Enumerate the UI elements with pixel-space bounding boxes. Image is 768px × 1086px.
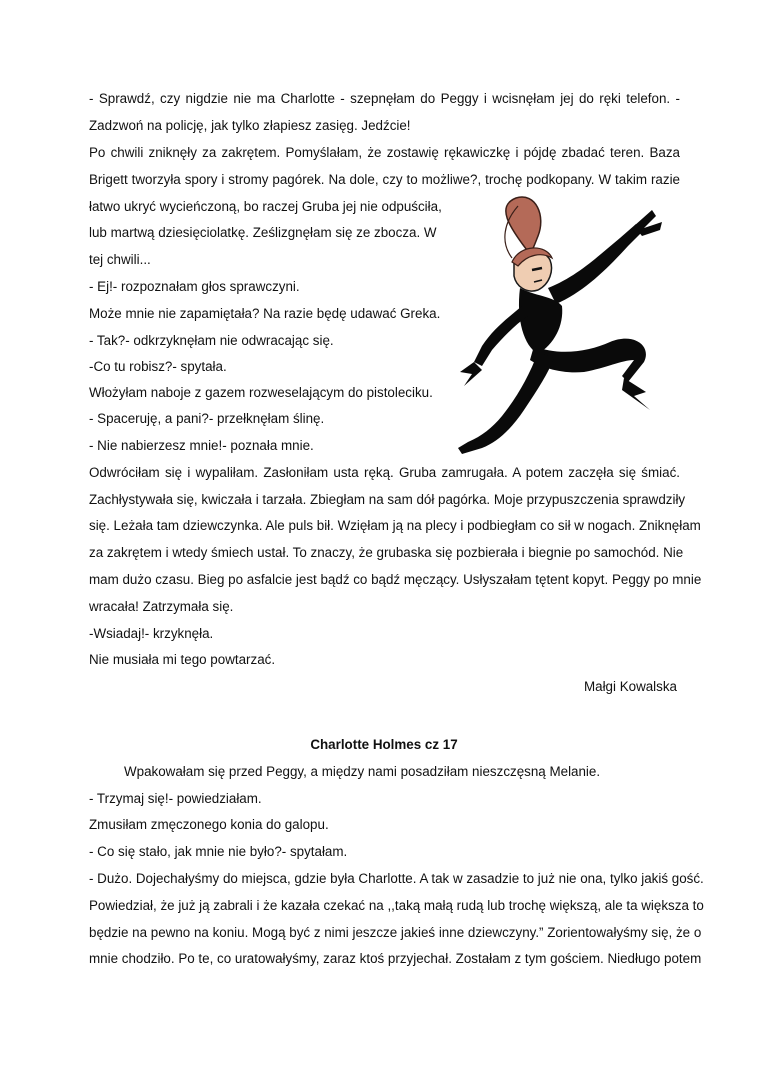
arm-lower — [474, 306, 528, 366]
text-line: -Wsiadaj!- krzyknęła. — [89, 626, 214, 641]
author-signature: Małgi Kowalska — [583, 679, 677, 694]
text-line: Po chwili zniknęły za zakrętem. Pomyślałam, że zostawię rękawiczkę i pójdę zbadać teren. Baza — [89, 145, 680, 160]
text-line: wracała! Zatrzymała się. — [89, 599, 234, 614]
text-line: - Tak?- odkrzyknęłam nie odwracając się. — [89, 333, 334, 348]
text-line: Włożyłam naboje z gazem rozweselającym do pistoleciku. — [89, 385, 433, 400]
text-line: - Trzymaj się!- powiedziałam. — [89, 791, 262, 806]
chapter-heading: Charlotte Holmes cz 17 — [310, 737, 458, 752]
text-line: - Dużo. Dojechałyśmy do miejsca, gdzie była Charlotte. A tak w zasadzie to już nie ona, tylko jakiś gość. — [89, 871, 704, 886]
text-line: Wpakowałam się przed Peggy, a między nami posadziłam nieszczęsną Melanie. — [124, 764, 601, 779]
text-line: - Nie nabierzesz mnie!- poznała mnie. — [89, 438, 314, 453]
text-line: się. Leżała tam dziewczynka. Ale puls bił. Wzięłam ją na plecy i podbiegłam co sił w nogach. Zniknęłam — [89, 518, 701, 533]
text-line: Może mnie nie zapamiętała? Na razie będę udawać Greka. — [89, 306, 441, 321]
text-line: mam dużo czasu. Bieg po asfalcie jest bądź co bądź męczący. Usłyszałam tętent kopyt. Peggy po mnie — [89, 572, 702, 587]
text-line: będzie na pewno na koniu. Mogą być z nimi jeszcze jakieś inne dziewczyny.” Zorientowałyśmy się, że o — [89, 925, 702, 940]
text-line: Brigett tworzyła spory i stromy pagórek. Na dole, czy to możliwe?, trochę podkopany. W takim razie — [89, 172, 680, 187]
text-line: za zakrętem i wtedy śmiech ustał. To znaczy, że grubaska się pozbierała i biegnie po samochód. Nie — [89, 545, 684, 560]
cartoon-villain-illustration — [438, 196, 686, 454]
hair-ponytail — [506, 197, 541, 254]
text-line: Zachłystywała się, kwiczała i tarzała. Zbiegłam na sam dół pagórka. Moje przypuszczenia sprawdziły — [89, 492, 686, 507]
text-line: Odwróciłam się i wypaliłam. Zasłoniłam usta ręką. Gruba zamrugała. A potem zaczęła się śmiać. — [89, 465, 680, 480]
text-line: Zadzwoń na policję, jak tylko złapiesz zasięg. Jedźcie! — [89, 118, 411, 133]
text-line: - Co się stało, jak mnie nie było?- spytałam. — [89, 844, 348, 859]
text-line: Powiedział, że już ją zabrali i że kazała czekać na ,,taką małą rudą lub trochę większą, ale ta większa to — [89, 898, 704, 913]
text-line: lub martwą dziesięciolatkę. Ześlizgnęłam się ze zbocza. W — [89, 225, 437, 240]
arm-raised — [548, 224, 642, 304]
text-line: - Spaceruję, a pani?- przełknęłam ślinę. — [89, 411, 325, 426]
glove-spike — [460, 362, 482, 386]
text-line: Nie musiała mi tego powtarzać. — [89, 652, 276, 667]
text-line: -Co tu robisz?- spytała. — [89, 359, 227, 374]
text-line: tej chwili... — [89, 252, 151, 267]
text-line: łatwo ukryć wycieńczoną, bo raczej Gruba jej nie odpuściła, — [89, 199, 442, 214]
boot-spike — [622, 378, 650, 410]
text-line: mnie chodziło. Po te, co uratowałyśmy, zaraz ktoś przyjechał. Zostałam z tym gościem. Niedługo potem — [89, 951, 702, 966]
text-line: - Ej!- rozpoznałam głos sprawczyni. — [89, 279, 300, 294]
text-line: Zmusiłam zmęczonego konia do galopu. — [89, 817, 329, 832]
text-line: - Sprawdź, czy nigdzie nie ma Charlotte - szepnęłam do Peggy i wcisnęłam jej do ręki telefon. - — [89, 91, 680, 106]
